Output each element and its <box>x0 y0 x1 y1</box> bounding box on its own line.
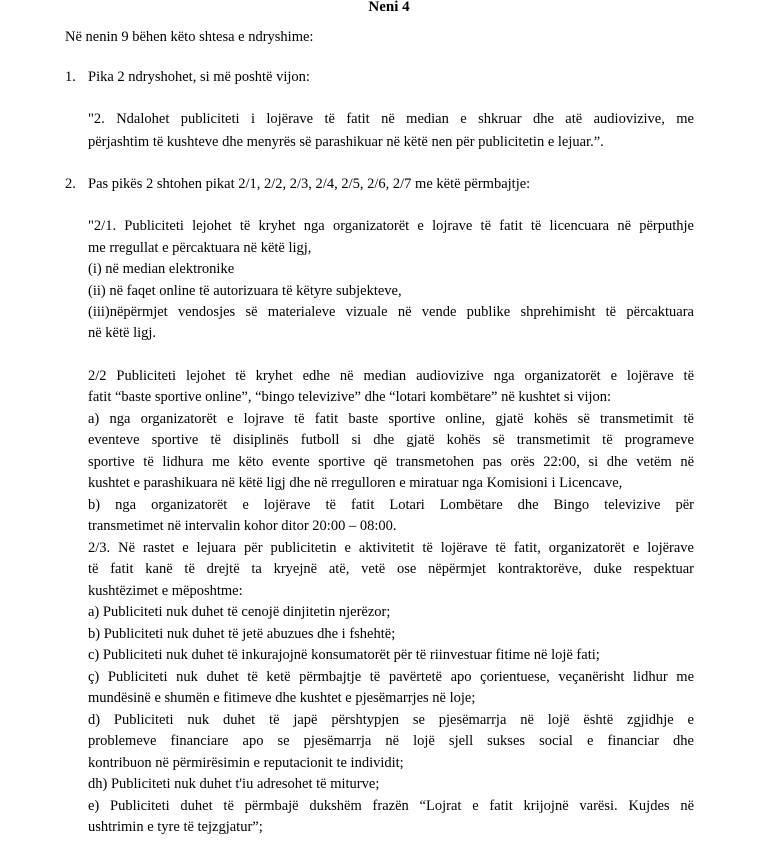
paragraph-2-3-line: kushtëzimet e mëposhtme: <box>88 583 243 599</box>
paragraph-2-2-line: eventeve sportive të disiplinës futboll si dhe gjatë kohës së transmetimit të programeve <box>88 432 694 448</box>
item-1-heading: Pika 2 ndryshohet, si më poshtë vijon: <box>88 69 310 85</box>
paragraph-2-1-line: (iii)nëpërmjet vendosjes së materialeve vizuale në vende publike shprehimisht të përcaktuara <box>88 304 694 320</box>
condition-d: d) Publiciteti nuk duhet të japë përshtypjen se pjesëmarrja në lojë është zgjidhje e <box>88 712 694 728</box>
item-2-heading: Pas pikës 2 shtohen pikat 2/1, 2/2, 2/3, 2/4, 2/5, 2/6, 2/7 me këtë përmbajtje: <box>88 176 531 192</box>
condition-c-cedilla-cont: mundësinë e shumën e fitimeve dhe kushtet e pjesëmarrjes në loje; <box>88 690 476 706</box>
list-number-2: 2. <box>65 176 76 192</box>
paragraph-2-2-line: 2/2 Publiciteti lejohet të kryhet edhe në median audiovizive nga organizatorët e lojërave të <box>88 368 694 384</box>
paragraph-2-2-line: a) nga organizatorët e lojrave të fatit baste sportive online, gjatë kohës së transmetimit të <box>88 411 694 427</box>
paragraph-2-3-line: 2/3. Në rastet e lejuara për publicitetin e aktivitetit të lojërave të fatit, organizatorët e lojërave <box>88 540 694 556</box>
condition-a: a) Publiciteti nuk duhet të cenojë dinjitetin njerëzor; <box>88 604 391 620</box>
quote-line: përjashtim të kushteve dhe menyrës së parashikuar në këtë nen për publicitetin e lejuar.”. <box>88 134 604 150</box>
article-title: Neni 4 <box>368 0 410 15</box>
condition-c: c) Publiciteti nuk duhet të inkurajojnë konsumatorët për të riinvestuar fitime në lojë fati; <box>88 647 600 663</box>
condition-b: b) Publiciteti nuk duhet të jetë abuzues dhe i fshehtë; <box>88 626 396 642</box>
condition-e-cont: ushtrimin e tyre të tejzgjatur”; <box>88 819 263 835</box>
paragraph-2-3-line: të fatit kanë të drejtë ta kryejnë atë, vetë ose nëpërmjet kontraktorëve, duke respektuar <box>88 561 694 577</box>
paragraph-2-1-line: (ii) në faqet online të autorizuara të këtyre subjekteve, <box>88 283 402 299</box>
paragraph-2-1-line: në këtë ligj. <box>88 325 157 341</box>
condition-d-cont: kontribuon në përmirësimin e reputacionit te individit; <box>88 755 404 771</box>
condition-e: e) Publiciteti duhet të përmbajë dukshëm frazën “Lojrat e fatit krijojnë varësi. Kujdes në <box>88 798 694 814</box>
paragraph-2-1-line: me rregullat e përcaktuara në këtë ligj, <box>88 240 312 256</box>
paragraph-2-2-line: transmetimet në intervalin kohor ditor 20:00 – 08:00. <box>88 518 397 534</box>
paragraph-2-1-line: "2/1. Publiciteti lejohet të kryhet nga organizatorët e lojrave të fatit të licencuara në përputhje <box>88 218 694 234</box>
paragraph-2-2-line: b) nga organizatorët e lojërave të fatit Lotari Lombëtare dhe Bingo televizive për <box>88 497 694 513</box>
condition-d-cont: problemeve financiare apo se pjesëmarrja në lojë sjell sukses social e financiar dhe <box>88 733 694 749</box>
intro-paragraph: Në nenin 9 bëhen këto shtesa e ndryshime: <box>65 29 314 45</box>
paragraph-2-1-line: (i) në median elektronike <box>88 261 235 277</box>
condition-c-cedilla: ç) Publiciteti nuk duhet të ketë përmbajtje të pavërtetë apo çorientuese, veçanërisht lidhur me <box>88 669 694 685</box>
paragraph-2-2-line: kushtet e parashikuara në këtë ligj dhe në rregulloren e miratuar nga Komisioni i Licencave, <box>88 475 623 491</box>
quote-line: "2. Ndalohet publiciteti i lojërave të fatit në median e shkruar dhe atë audiovizive, me <box>88 111 694 127</box>
condition-dh: dh) Publiciteti nuk duhet t'iu adresohet të miturve; <box>88 776 380 792</box>
list-number-1: 1. <box>65 69 76 85</box>
paragraph-2-2-line: fatit “baste sportive online”, “bingo televizive” dhe “lotari kombëtare” në kushtet si vijon: <box>88 389 612 405</box>
paragraph-2-2-line: sportive të lidhura me këto evente sportive që transmetohen pas orës 22:00, si dhe vetëm në <box>88 454 694 470</box>
